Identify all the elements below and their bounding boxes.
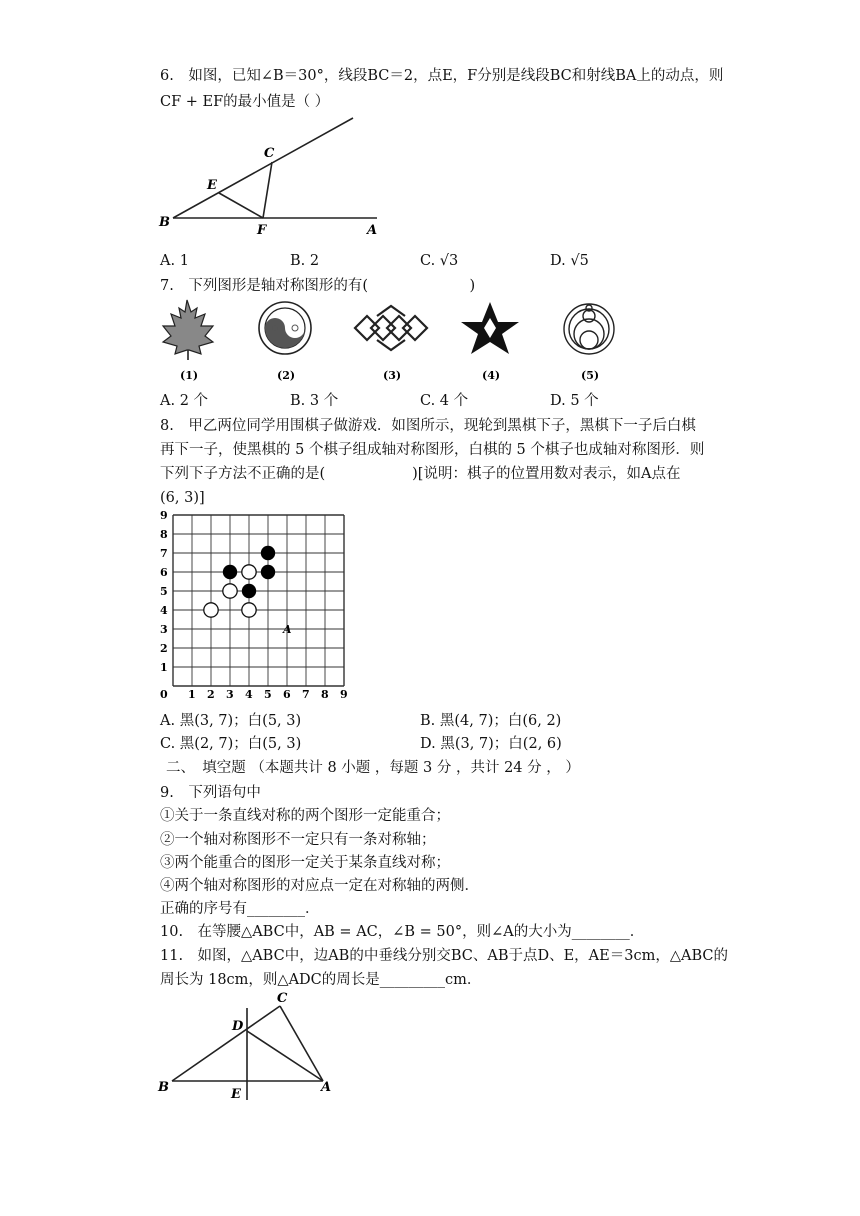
x-tick-label: 3 <box>226 688 234 701</box>
x-tick-label: 5 <box>264 688 272 701</box>
label-e: E <box>231 1087 241 1102</box>
y-tick-label: 6 <box>160 566 168 579</box>
q10-stem: 10. 在等腰△ABC中，AB = AC，∠B = 50°，则∠A的大小为________． <box>160 924 645 940</box>
q8-stem-line1: 8. 甲乙两位同学用围棋子做游戏．如图所示，现轮到黑棋下子，黑棋下一子后白棋 <box>160 418 696 434</box>
q8-stem-line2: 再下一子，使黑棋的 5 个棋子组成轴对称图形，白棋的 5 个棋子也成轴对称图形．则 <box>160 442 705 458</box>
q9-item-3: ③两个能重合的图形一定关于某条直线对称； <box>160 855 450 871</box>
y-tick-label: 7 <box>160 547 168 560</box>
q6-option-a[interactable]: A. 1 <box>160 253 189 269</box>
q6-stem-line2: CF + EF的最小值是（ ） <box>160 94 330 110</box>
fig-label-2: (2) <box>277 369 296 382</box>
white-stone <box>204 603 218 617</box>
x-tick-label: 0 <box>160 688 168 701</box>
q7-option-b[interactable]: B. 3 个 <box>290 393 339 409</box>
label-c: C <box>277 991 288 1006</box>
x-tick-label: 7 <box>302 688 310 701</box>
side-ca <box>280 1006 323 1081</box>
y-tick-label: 2 <box>160 642 168 655</box>
black-stone <box>223 565 237 579</box>
q7-options <box>160 390 760 412</box>
label-a: A <box>367 223 378 238</box>
x-tick-label: 2 <box>207 688 215 701</box>
label-a: A <box>321 1080 332 1095</box>
y-tick-label: 3 <box>160 623 168 636</box>
x-tick-label: 6 <box>283 688 291 701</box>
segment-da <box>247 1031 323 1081</box>
black-stone <box>242 584 256 598</box>
black-stone <box>261 546 275 560</box>
label-c: C <box>264 146 275 161</box>
knot-pattern-icon <box>355 306 427 350</box>
q7-option-c[interactable]: C. 4 个 <box>420 393 469 409</box>
q7-figures <box>155 296 635 386</box>
q8-option-d[interactable]: D. 黑(3, 7)；白(2, 6) <box>420 736 562 752</box>
segment-cf <box>263 162 272 218</box>
y-tick-label: 1 <box>160 661 168 674</box>
q6-figure <box>155 112 395 242</box>
x-tick-label: 8 <box>321 688 329 701</box>
q7-option-a[interactable]: A. 2 个 <box>160 393 209 409</box>
label-e: E <box>207 178 217 193</box>
ray-bc <box>173 118 353 218</box>
q9-answer-line: 正确的序号有________． <box>160 901 320 917</box>
q11-stem-line1: 11. 如图，△ABC中，边AB的中垂线分别交BC、AB于点D、E，AE＝3cm，△ABC的 <box>160 948 728 964</box>
label-b: B <box>159 215 170 230</box>
q6-stem-line1: 6. 如图，已知∠B＝30°，线段BC＝2，点E，F分别是线段BC和射线BA上的动点，则 <box>160 68 724 84</box>
section-heading: 二、 填空题 （本题共计 8 小题 ，每题 3 分 ，共计 24 分 ， ） <box>166 760 580 776</box>
white-stone <box>223 584 237 598</box>
q6-option-b[interactable]: B. 2 <box>290 253 320 269</box>
q8-option-c[interactable]: C. 黑(2, 7)；白(5, 3) <box>160 736 302 752</box>
q9-item-2: ②一个轴对称图形不一定只有一条对称轴； <box>160 832 436 848</box>
q11-figure <box>155 988 345 1103</box>
go-board <box>155 506 360 706</box>
q7-option-d[interactable]: D. 5 个 <box>550 393 599 409</box>
x-tick-label: 4 <box>245 688 253 701</box>
yin-yang-icon <box>259 302 311 354</box>
nested-circles-icon <box>564 304 614 354</box>
q9-item-1: ①关于一条直线对称的两个图形一定能重合； <box>160 808 450 824</box>
point-a-label: A <box>283 623 292 636</box>
q11-stem-line2: 周长为 18cm，则△ADC的周长是_________cm． <box>160 972 482 988</box>
q9-stem: 9. 下列语句中 <box>160 785 261 801</box>
q6-option-c[interactable]: C. √3 <box>420 253 459 269</box>
q6-option-d[interactable]: D. √5 <box>550 253 589 269</box>
segment-ef <box>219 193 263 218</box>
q8-option-a[interactable]: A. 黑(3, 7)；白(5, 3) <box>160 713 302 729</box>
star-shape-icon <box>461 302 519 354</box>
x-tick-label: 9 <box>340 688 348 701</box>
q9-item-4: ④两个轴对称图形的对应点一定在对称轴的两侧． <box>160 878 479 894</box>
black-stone <box>261 565 275 579</box>
q8-stem-line4: (6, 3)] <box>160 490 205 506</box>
label-d: D <box>232 1019 244 1034</box>
side-bc <box>172 1006 280 1081</box>
white-stone <box>242 603 256 617</box>
white-stone <box>242 565 256 579</box>
fig-label-1: (1) <box>180 369 199 382</box>
x-tick-label: 1 <box>188 688 196 701</box>
q6-options <box>160 250 760 272</box>
y-tick-label: 4 <box>160 604 168 617</box>
q8-option-b[interactable]: B. 黑(4, 7)；白(6, 2) <box>420 713 562 729</box>
q7-stem: 7. 下列图形是轴对称图形的有( ) <box>160 278 476 294</box>
label-b: B <box>158 1080 169 1095</box>
y-tick-label: 9 <box>160 509 168 522</box>
fig-label-3: (3) <box>383 369 402 382</box>
q8-stem-line3: 下列下子方法不正确的是( )[说明：棋子的位置用数对表示，如A点在 <box>160 466 681 482</box>
maple-leaf-icon <box>163 300 213 360</box>
y-tick-label: 8 <box>160 528 168 541</box>
label-f: F <box>257 223 267 238</box>
fig-label-4: (4) <box>482 369 501 382</box>
fig-label-5: (5) <box>581 369 600 382</box>
y-tick-label: 5 <box>160 585 168 598</box>
